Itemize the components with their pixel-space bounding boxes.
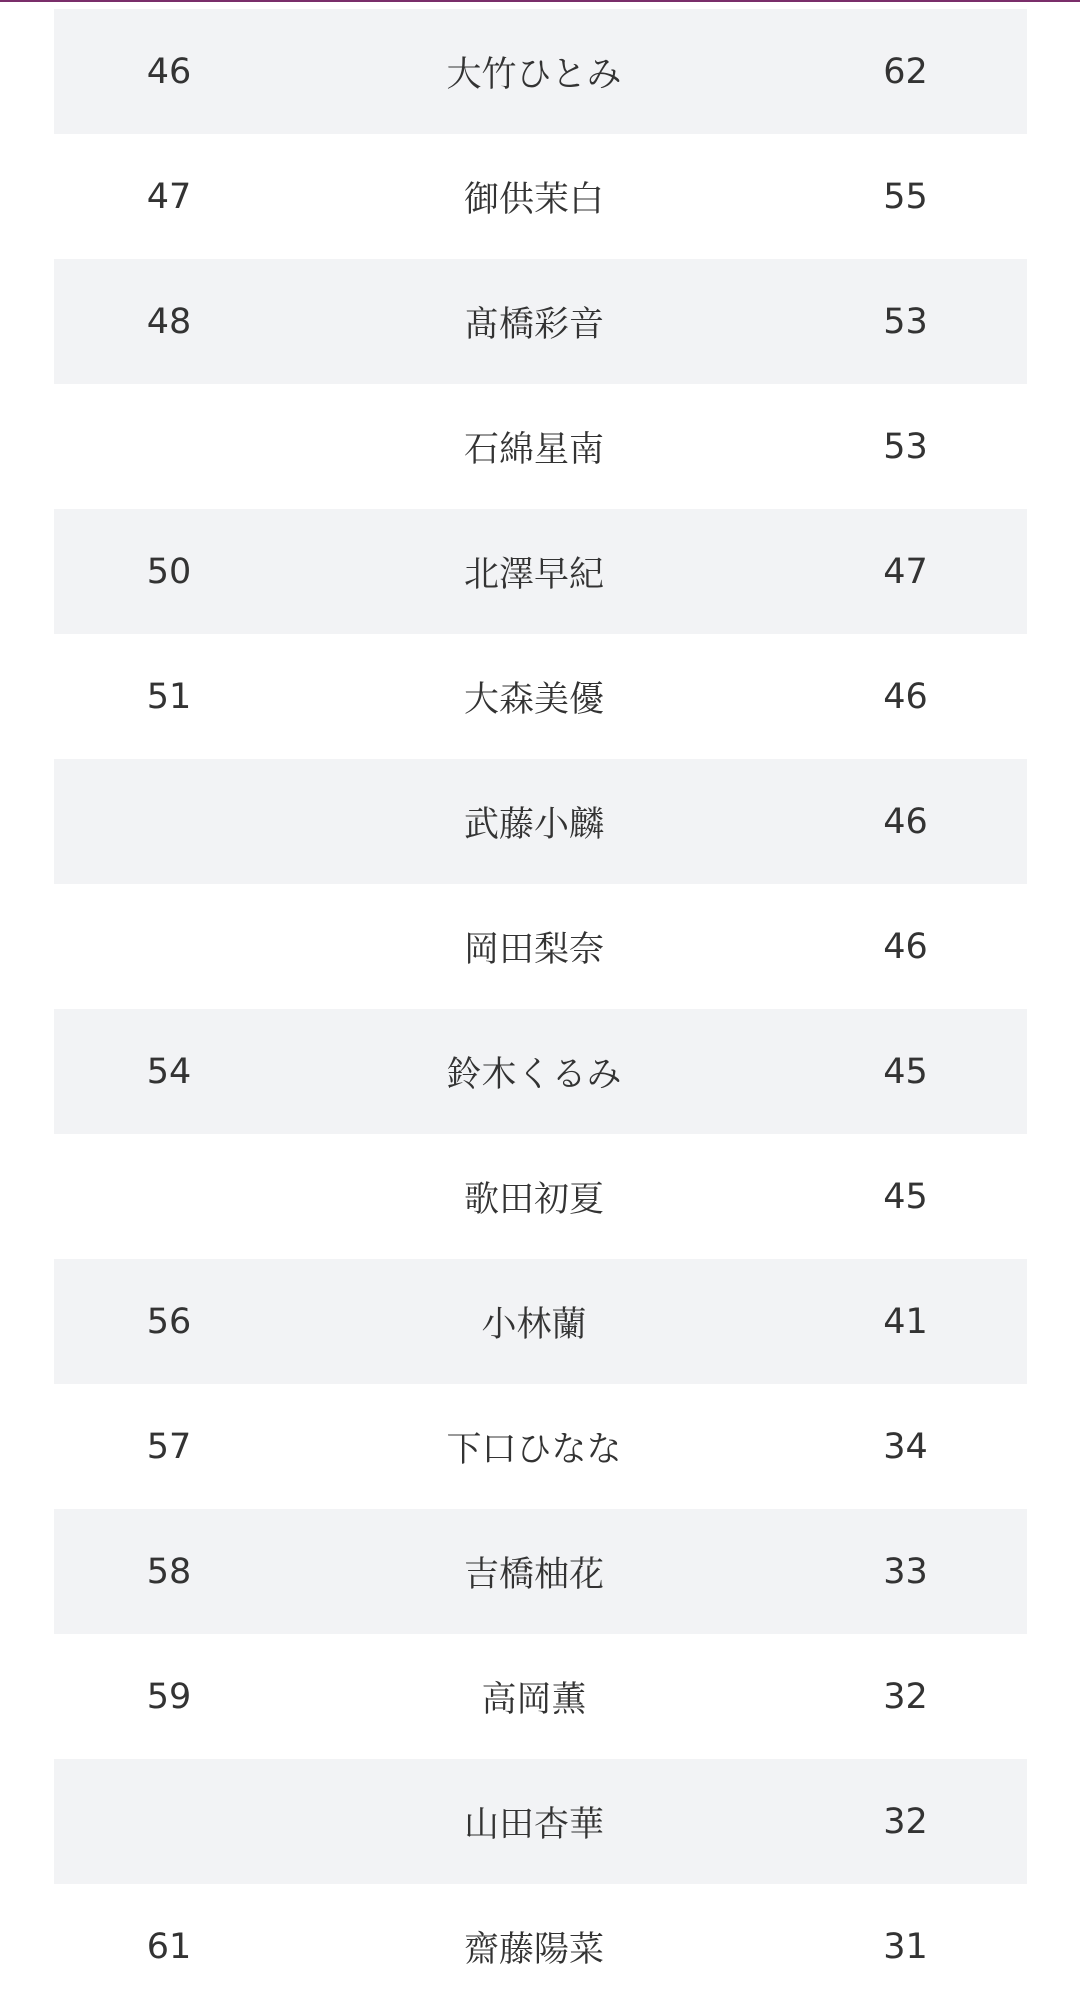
votes-cell: 31 — [883, 1926, 928, 1967]
table-row — [54, 1134, 1027, 1259]
ranking-table — [54, 9, 1027, 2009]
table-row — [54, 1759, 1027, 1884]
member-name-cell: 大竹ひとみ — [446, 54, 622, 95]
table-row — [54, 384, 1027, 509]
votes-cell: 55 — [883, 176, 928, 217]
member-name-cell: 高岡薫 — [481, 1679, 587, 1720]
rank-cell: 47 — [146, 176, 192, 217]
member-name-cell: 吉橋柚花 — [463, 1554, 604, 1595]
rank-cell: 58 — [146, 1551, 192, 1592]
member-name-cell: 鈴木くるみ — [446, 1054, 622, 1095]
votes-cell: 47 — [883, 551, 928, 592]
rank-cell: 54 — [146, 1051, 192, 1092]
member-name-cell: 武藤小麟 — [463, 804, 604, 845]
rank-cell: 46 — [146, 51, 192, 92]
votes-cell: 62 — [883, 51, 928, 92]
rank-cell: 51 — [146, 676, 192, 717]
votes-cell: 33 — [883, 1551, 928, 1592]
votes-cell: 53 — [883, 426, 928, 467]
votes-cell: 45 — [883, 1176, 928, 1217]
table-row — [54, 1009, 1027, 1134]
member-name-cell: 歌田初夏 — [463, 1179, 604, 1220]
member-name-cell: 御供茉白 — [463, 179, 604, 220]
member-name-cell: 山田杏華 — [463, 1804, 604, 1845]
votes-cell: 32 — [883, 1676, 928, 1717]
votes-cell: 34 — [883, 1426, 928, 1467]
member-name-cell: 北澤早紀 — [463, 554, 604, 595]
table-row — [54, 9, 1027, 134]
rank-cell: 50 — [146, 551, 192, 592]
table-row — [54, 134, 1027, 259]
table-row — [54, 884, 1027, 1009]
member-name-cell: 齋藤陽菜 — [463, 1929, 604, 1970]
table-row — [54, 1259, 1027, 1384]
table-row — [54, 509, 1027, 634]
table-row — [54, 1384, 1027, 1509]
rank-cell: 61 — [146, 1926, 192, 1967]
table-row — [54, 1634, 1027, 1759]
table-row — [54, 259, 1027, 384]
votes-cell: 46 — [883, 926, 928, 967]
rank-cell: 48 — [146, 301, 192, 342]
member-name-cell: 大森美優 — [463, 679, 604, 720]
member-name-cell: 小林蘭 — [481, 1304, 587, 1345]
votes-cell: 46 — [883, 676, 928, 717]
votes-cell: 32 — [883, 1801, 928, 1842]
member-name-cell: 下口ひなな — [446, 1429, 622, 1470]
votes-cell: 41 — [883, 1301, 928, 1342]
votes-cell: 53 — [883, 301, 928, 342]
table-row — [54, 1884, 1027, 2009]
rank-cell: 56 — [146, 1301, 192, 1342]
votes-cell: 45 — [883, 1051, 928, 1092]
table-row — [54, 634, 1027, 759]
table-row — [54, 1509, 1027, 1634]
rank-cell: 59 — [146, 1676, 192, 1717]
top-accent-bar — [0, 0, 1080, 2]
member-name-cell: 髙橋彩音 — [463, 304, 604, 345]
member-name-cell: 石綿星南 — [463, 429, 604, 470]
rank-cell: 57 — [146, 1426, 192, 1467]
votes-cell: 46 — [883, 801, 928, 842]
member-name-cell: 岡田梨奈 — [463, 929, 604, 970]
table-row — [54, 759, 1027, 884]
